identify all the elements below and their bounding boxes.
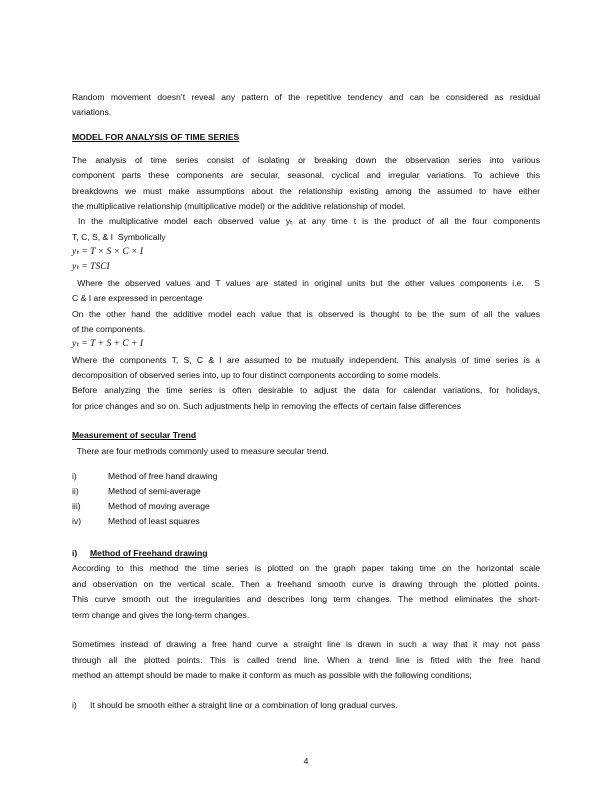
heading-secular-trend: Measurement of secular Trend	[72, 430, 197, 440]
equation-multiplicative: yₜ = T × S × C × I	[72, 247, 144, 257]
body-line: The analysis of time series consist of isolating or breaking down the observation series into various	[72, 155, 540, 165]
list-item: Method of moving average	[108, 501, 210, 511]
list-item: Method of free hand drawing	[108, 471, 218, 481]
heading-model: MODEL FOR ANALYSIS OF TIME SERIES	[72, 132, 240, 142]
body-line: term change and gives the long-term changes.	[72, 610, 250, 620]
condition-item: It should be smooth either a straight line or a combination of long gradual curves.	[90, 700, 398, 710]
body-line: T, C, S, & I Symbolically	[72, 232, 166, 242]
heading-freehand: Method of Freehand drawing	[90, 548, 208, 558]
body-line: through all the plotted points. This is called trend line. When a trend line is fitted with the free hand	[72, 655, 540, 665]
equation-tsci: yₜ = TSCI	[72, 262, 110, 272]
body-line: In the multiplicative model each observed value yₜ at any time t is the product of all the four components	[72, 216, 540, 226]
body-line: and observation on the vertical scale. Then a freehand smooth curve is drawing through the plotted points.	[72, 579, 540, 589]
list-number: i)	[72, 471, 77, 481]
body-line: On the other hand the additive model each value that is observed is thought to be the sum of all the values	[72, 309, 540, 319]
body-line: Where the components T, S, C & I are assumed to be mutually independent. This analysis of time series is a	[72, 355, 540, 365]
body-line: of the components.	[72, 324, 146, 334]
body-line: breakdowns we must make assumptions about the relationship existing among the assumed to have either	[72, 186, 540, 196]
list-number: iii)	[72, 501, 81, 511]
section-number: i)	[72, 548, 78, 558]
trend-intro: There are four methods commonly used to measure secular trend.	[72, 446, 329, 456]
list-number: i)	[72, 700, 77, 710]
body-line: method an attempt should be made to make it conform as much as possible with the following conditions;	[72, 670, 472, 680]
list-number: ii)	[72, 486, 79, 496]
body-line: decomposition of observed series into, up to four distinct components according to some models.	[72, 370, 441, 380]
body-line: Sometimes instead of drawing a free hand curve a straight line is drawn in such a way that it may not pass	[72, 639, 540, 649]
body-line: This curve smooth out the irregularities and describes long term changes. The method eliminates the short-	[72, 594, 540, 604]
page-number: 4	[303, 756, 309, 766]
body-line: Where the observed values and T values are stated in original units but the other values components i.e. S	[72, 278, 540, 288]
list-item: Method of least squares	[108, 516, 200, 526]
body-line: Before analyzing the time series is often desirable to adjust the data for calendar variations, for holidays,	[72, 385, 540, 395]
equation-additive: yₜ = T + S + C + I	[72, 339, 144, 349]
list-number: iv)	[72, 516, 82, 526]
body-line: the multiplicative relationship (multiplicative model) or the additive relationship of model.	[72, 201, 406, 211]
intro-line: Random movement doesn’t reveal any pattern of the repetitive tendency and can be considered as residual	[72, 92, 540, 102]
body-line: C & I are expressed in percentage	[72, 293, 203, 303]
body-line: According to this method the time series is plotted on the graph paper taking time on the horizontal scale	[72, 563, 540, 573]
body-line: component parts these components are secular, seasonal, cyclical and irregular variations. To achieve this	[72, 170, 540, 180]
intro-line: variations.	[72, 107, 112, 117]
body-line: for price changes and so on. Such adjustments help in removing the effects of certain false differences	[72, 401, 462, 411]
list-item: Method of semi-average	[108, 486, 201, 496]
